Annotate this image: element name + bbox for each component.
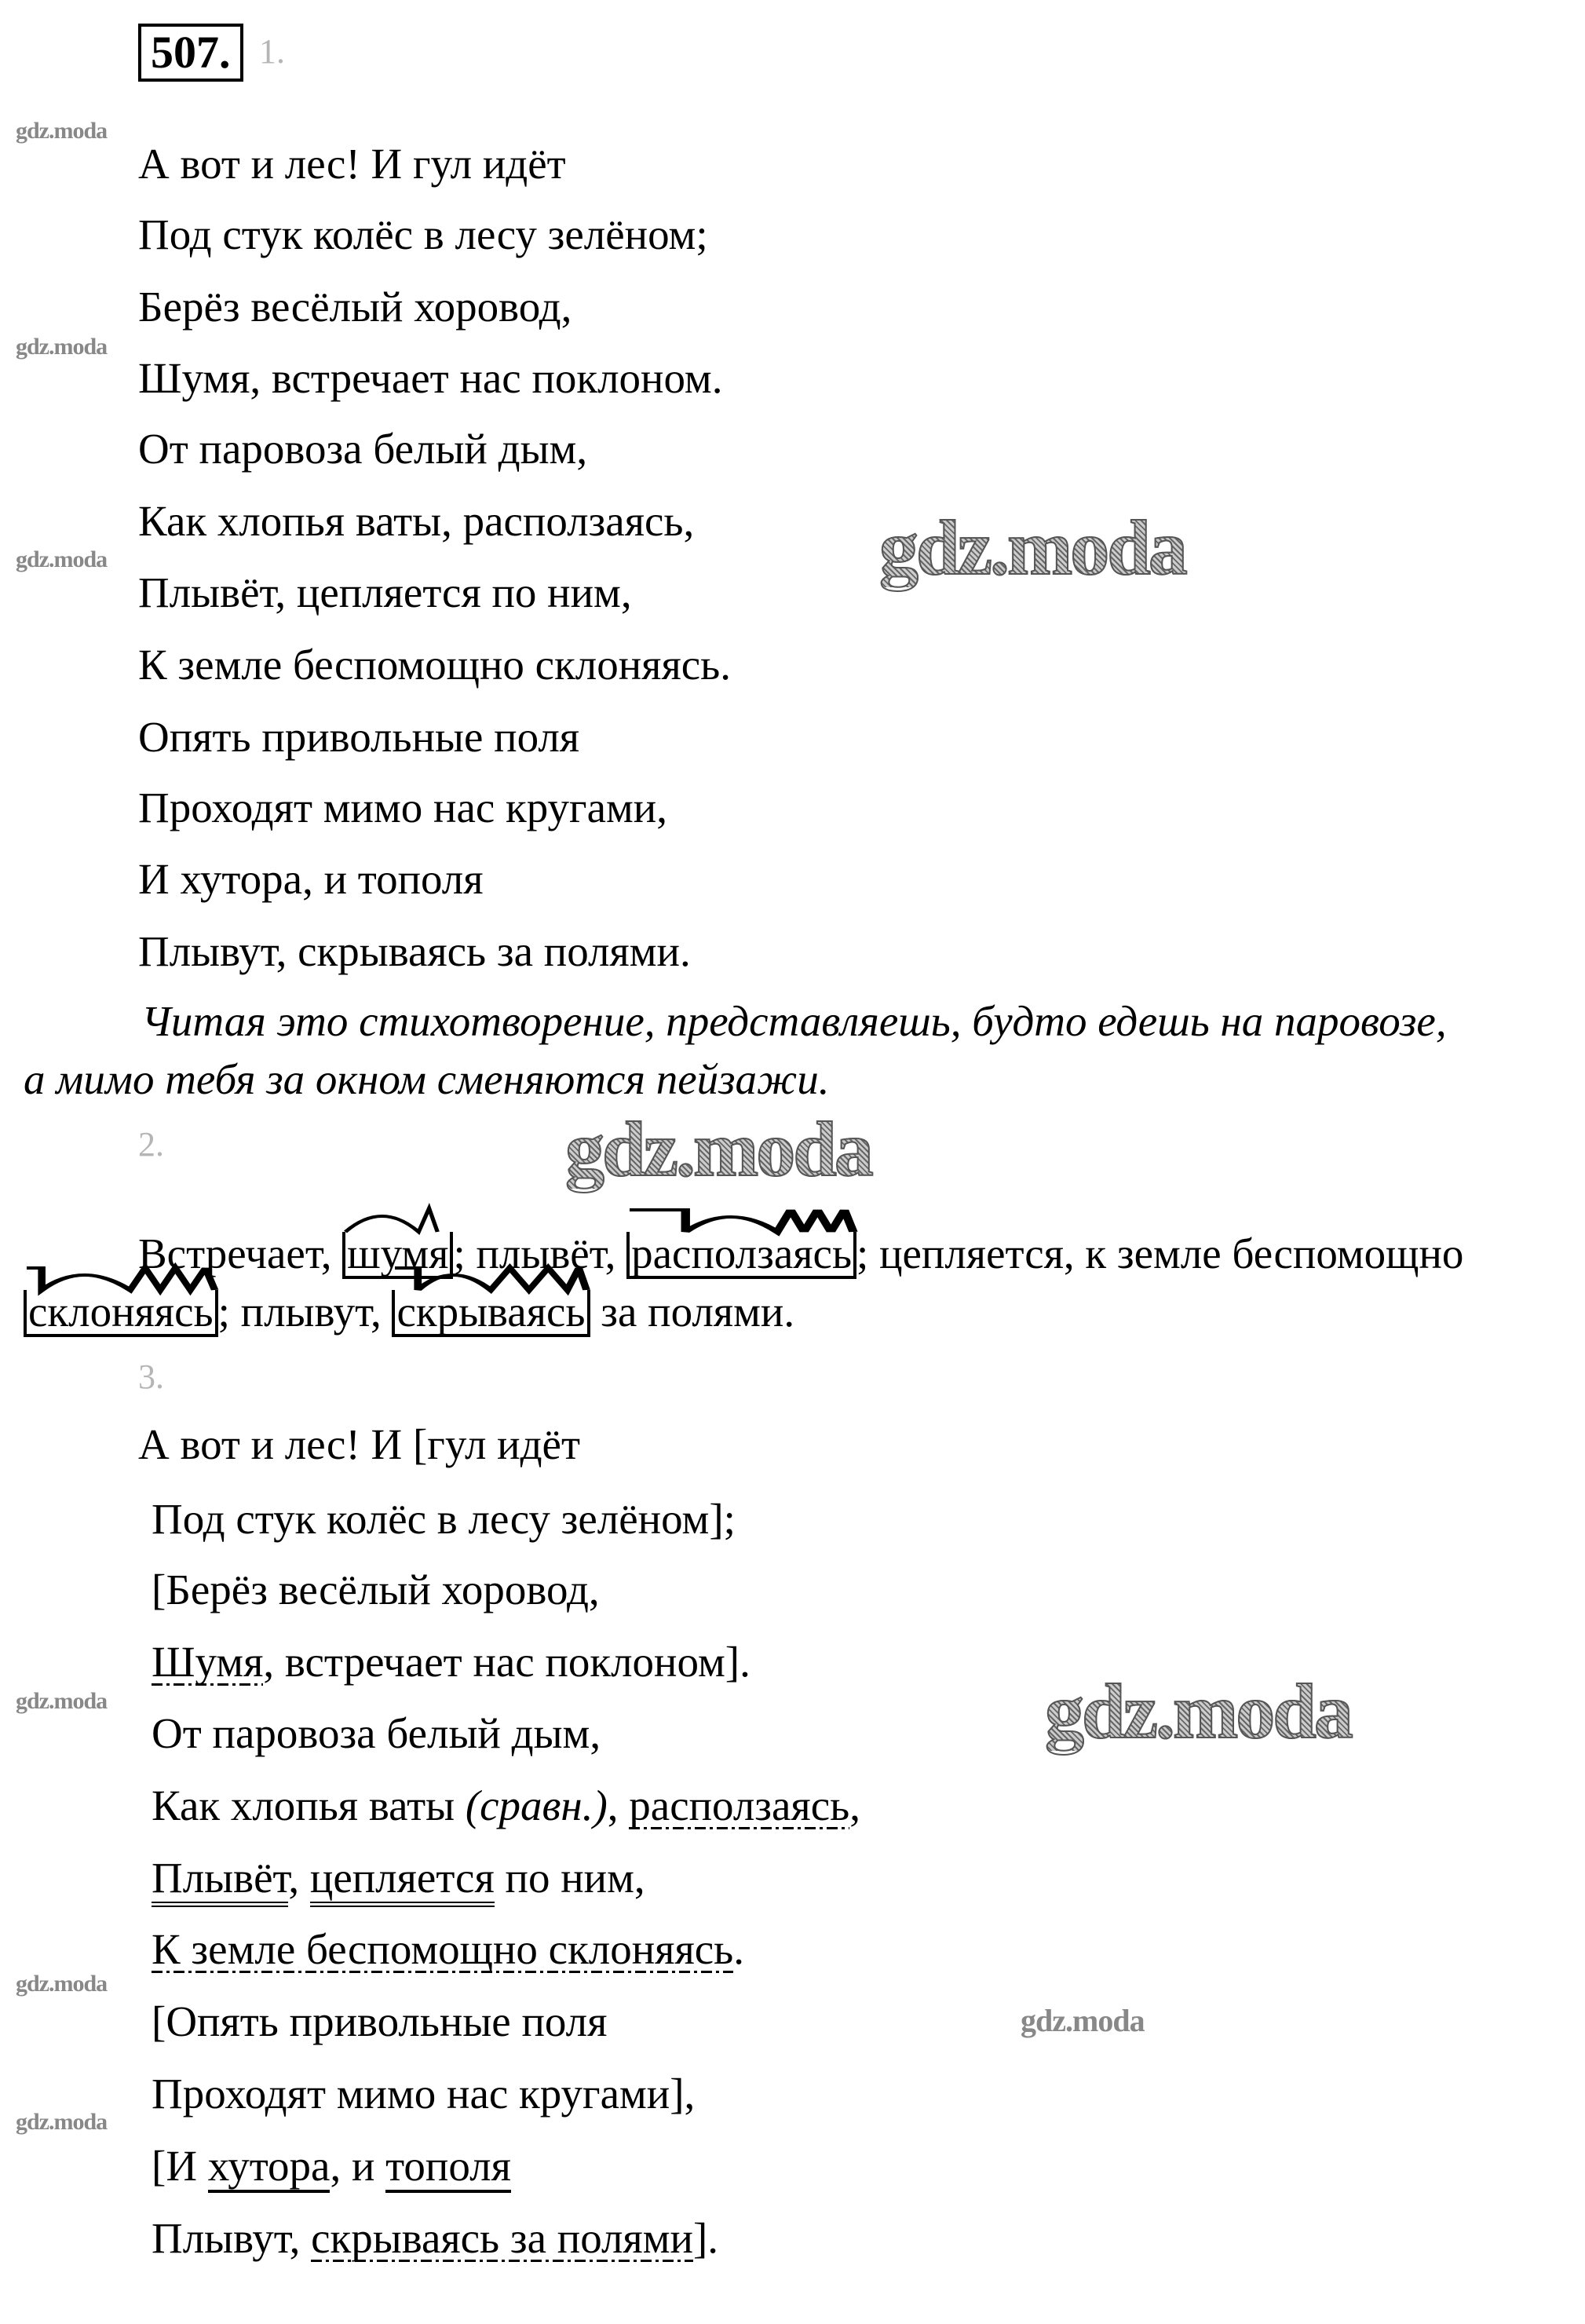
poem-line: Опять привольные поля xyxy=(138,713,580,761)
analysis-line xyxy=(152,1922,744,1977)
poem-line: Проходят мимо нас кругами, xyxy=(138,784,667,831)
analysis-line: От паровоза белый дым, xyxy=(152,1709,601,1757)
text: Плывут, xyxy=(152,2214,312,2262)
watermark: gdz.moda xyxy=(16,2109,108,2135)
analysis-line: А вот и лес! И [гул идёт xyxy=(138,1420,580,1468)
text: . xyxy=(733,1925,745,1973)
gerund-phrase: К земле беспомощно склоняясь xyxy=(152,1925,734,1973)
analysis-line: Проходят мимо нас кругами], xyxy=(152,2070,696,2118)
analysis-line xyxy=(152,2211,718,2266)
text: , xyxy=(849,1781,860,1829)
analysis-line xyxy=(138,1226,1463,1281)
gerund-mark-icon xyxy=(27,1263,215,1292)
gerund-marked xyxy=(24,1290,218,1337)
poem-line: Плывут, скрываясь за полями. xyxy=(138,927,691,975)
word: шумя xyxy=(347,1230,449,1277)
analysis-line xyxy=(152,1851,645,1906)
poem-line: Как хлопья ваты, расползаясь, xyxy=(138,497,695,545)
text: по ним, xyxy=(494,1854,645,1902)
poem-line: Шумя, встречает нас поклоном. xyxy=(138,354,723,402)
word: склоняясь xyxy=(28,1288,214,1336)
text: [И xyxy=(152,2142,208,2190)
text: , встречает нас поклоном]. xyxy=(263,1638,751,1686)
gerund-marked xyxy=(626,1232,856,1279)
analysis-line xyxy=(152,1635,751,1690)
word: расползаясь xyxy=(631,1230,853,1277)
poem-line: А вот и лес! И гул идёт xyxy=(138,140,566,188)
analysis-line xyxy=(152,2139,511,2194)
comment-line: а мимо тебя за окном сменяются пейзажи. xyxy=(24,1055,830,1103)
gerund-marked xyxy=(392,1290,590,1337)
subject: хутора xyxy=(208,2142,331,2193)
text: ; плывут, xyxy=(217,1288,393,1336)
text: , xyxy=(288,1854,310,1902)
gerund-mark-icon xyxy=(345,1205,450,1233)
watermark-large: gdz.moda xyxy=(879,504,1185,591)
watermark: gdz.moda xyxy=(1021,2003,1145,2038)
watermark-large: gdz.moda xyxy=(1045,1668,1351,1755)
analysis-line: [Берёз весёлый хоровод, xyxy=(152,1566,600,1613)
text: ; цепляется, к земле беспомощно xyxy=(856,1230,1464,1277)
watermark: gdz.moda xyxy=(16,334,108,360)
watermark: gdz.moda xyxy=(16,118,108,144)
subject: тополя xyxy=(385,2142,511,2193)
gerund: расползаясь xyxy=(629,1781,850,1829)
text: , xyxy=(607,1781,630,1829)
part-3-label: 3. xyxy=(138,1357,164,1396)
poem-line: Плывёт, цепляется по ним, xyxy=(138,568,632,616)
gerund-mark-icon xyxy=(630,1205,853,1233)
watermark-large: gdz.moda xyxy=(565,1105,871,1193)
poem-line: Берёз весёлый хоровод, xyxy=(138,283,572,331)
predicate: цепляется xyxy=(310,1854,495,1907)
gerund-phrase: скрываясь за полями xyxy=(311,2214,693,2262)
watermark: gdz.moda xyxy=(16,1971,108,1997)
analysis-line xyxy=(24,1284,794,1339)
analysis-line: [Опять привольные поля xyxy=(152,1997,608,2045)
text: , и xyxy=(330,2142,386,2190)
watermark: gdz.moda xyxy=(16,546,108,572)
text: ]. xyxy=(692,2214,719,2262)
word: скрываясь xyxy=(396,1288,586,1336)
text: ; плывёт, xyxy=(453,1230,627,1277)
text: за полями. xyxy=(590,1288,795,1336)
text: Как хлопья ваты xyxy=(152,1781,466,1829)
exercise-number: 507. xyxy=(138,24,243,82)
poem-line: Под стук колёс в лесу зелёном; xyxy=(138,210,708,258)
poem-line: К земле беспомощно склоняясь. xyxy=(138,641,732,689)
poem-line: И хутора, и тополя xyxy=(138,855,484,903)
predicate: Плывёт xyxy=(152,1854,288,1907)
watermark: gdz.moda xyxy=(16,1688,108,1714)
note: (сравн.) xyxy=(465,1781,608,1829)
gerund-mark-icon xyxy=(395,1263,586,1292)
gerund: Шумя xyxy=(152,1638,264,1686)
comment-line: Читая это стихотворение, представляешь, будто едешь на паровозе, xyxy=(141,997,1447,1045)
analysis-line xyxy=(152,1778,860,1833)
poem-line: От паровоза белый дым, xyxy=(138,425,588,473)
part-2-label: 2. xyxy=(138,1125,164,1164)
analysis-line: Под стук колёс в лесу зелёном]; xyxy=(152,1495,736,1543)
part-1-label: 1. xyxy=(259,32,285,71)
text: Встречает, xyxy=(138,1230,343,1277)
